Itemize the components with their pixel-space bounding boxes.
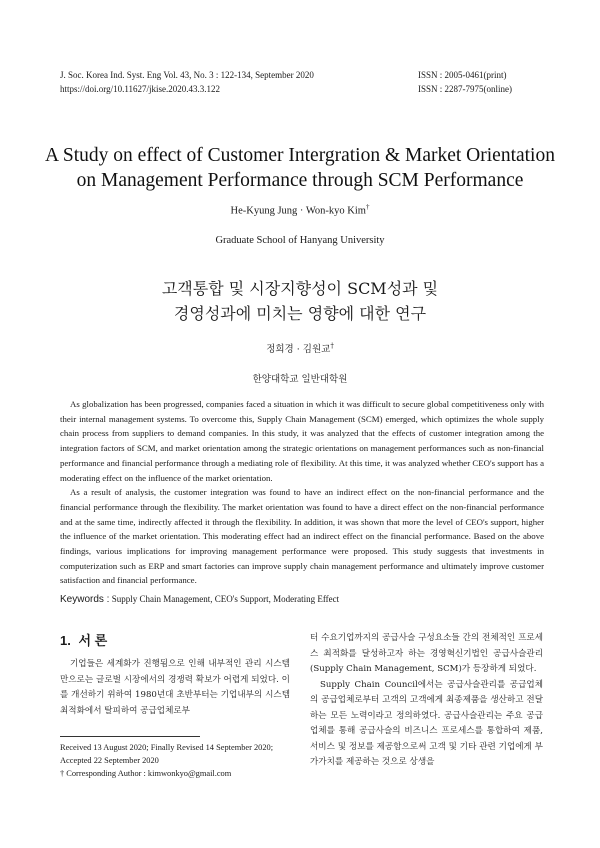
footnotes bbox=[60, 741, 300, 780]
korean-title bbox=[40, 276, 560, 326]
journal-citation: J. Soc. Korea Ind. Syst. Eng Vol. 43, No. 3 : 122-134, September 2020 bbox=[60, 70, 314, 80]
abstract bbox=[60, 397, 544, 588]
keywords bbox=[60, 594, 550, 605]
korean-title-line-1: 고객통합 및 시장지향성이 SCM성과 및 bbox=[161, 279, 439, 298]
body-paragraph: 기업들은 세계화가 진행됨으로 인해 내부적인 관리 시스템만으로는 글로벌 시장에서의 경쟁력 확보가 어렵게 되었다. 이를 개선하기 위하여 1980년대 초반부터는 기업내부의 시스템 최적화에서 탈피하여 공급업체로부 bbox=[60, 659, 290, 716]
english-title-line-1: A Study on effect of Customer Intergration & Market Orientation bbox=[45, 145, 555, 166]
korean-title-line-2: 경영성과에 미치는 영향에 대한 연구 bbox=[173, 304, 427, 323]
corresponding-author bbox=[60, 767, 300, 780]
english-author-names: He-Kyung Jung · Won-kyo Kim bbox=[230, 205, 366, 217]
abstract-paragraph-1: As globalization has been progressed, companies faced a situation in which it was difficult to secure global competitiveness only with their internal management systems. To overcome this, Supply Chain Management (SCM) emerged, which optimizes the whole supply chain process from suppliers to demand companies. In this study, it was analyzed that the effects of customer integration among the integration factors of SCM, and market orientation among the strategic orientations on management performances such as non-financial performance and financial performance through a mediating role of flexibility. At this time, it was analyzed whether CEO's support has a moderating effect on the influence of the market orientation. bbox=[60, 399, 544, 483]
accepted-date: Accepted 22 September 2020 bbox=[60, 756, 159, 765]
korean-authors bbox=[0, 341, 600, 355]
section-title: 서 론 bbox=[78, 633, 108, 648]
footnote-divider bbox=[60, 736, 200, 737]
korean-author-names: 정희경 · 김원교 bbox=[266, 344, 331, 355]
corresponding-author-text: Corresponding Author : kimwonkyo@gmail.com bbox=[66, 769, 232, 778]
section-heading bbox=[60, 630, 107, 649]
dagger-mark: † bbox=[60, 769, 65, 778]
keywords-text: Supply Chain Management, CEO's Support, Moderating Effect bbox=[111, 594, 340, 604]
english-title bbox=[40, 143, 560, 193]
abstract-paragraph-2: As a result of analysis, the customer integration was found to have an indirect effect on the non-financial performance and the financial performance through the flexibility. The market orientation was found to have a direct effect on the non-financial performance and at the same time, indirectly affected it through the flexibility. In addition, it was shown that more the level of CEO's support, higher the influence of the market orientation. This moderating effect had an indirect effect on the financial performance. Based on the above findings, various implications for improving management performance were proposed. This study suggests that investments in computerization such as ERP and smart factories can improve supply chain management performance and ultimately improve customer satisfaction and financial performance. bbox=[60, 487, 544, 586]
english-authors bbox=[0, 203, 600, 217]
body-paragraph: Supply Chain Council에서는 공급사슬관리를 공급업체의 공급업체로부터 고객의 고객에게 최종제품을 생산하고 전달하는 모든 노력이라고 정의하였다. 공급사슬관리는 주요 공급업체를 통해 공급사슬의 비즈니스 프로세스를 통합하여 제품, 서비스 및 정보를 제공함으로써 고객 및 기타 관련 기업에게 부가가치를 제공하는 것으로 상생을 bbox=[310, 679, 543, 767]
received-date: Received 13 August 2020; Finally Revised 14 September 2020; bbox=[60, 743, 274, 752]
issn-online: ISSN : 2287-7975(online) bbox=[418, 84, 512, 94]
issn-print: ISSN : 2005-0461(print) bbox=[418, 70, 507, 80]
body-left-column bbox=[60, 657, 290, 719]
body-right-column bbox=[310, 631, 543, 771]
body-paragraph: 터 수요기업까지의 공급사슬 구성요소들 간의 전체적인 프로세스 최적화를 달성하고자 하는 경영혁신기법인 공급사슬관리(Supply Chain Management, SCM)가 등장하게 되었다. bbox=[310, 633, 543, 674]
keywords-label: Keywords : bbox=[60, 594, 110, 605]
corresponding-mark: † bbox=[365, 203, 370, 211]
section-number: 1. bbox=[60, 633, 71, 648]
doi-link[interactable]: https://doi.org/10.11627/jkise.2020.43.3.122 bbox=[60, 84, 221, 94]
english-affiliation: Graduate School of Hanyang University bbox=[215, 235, 385, 246]
english-title-line-2: on Management Performance through SCM Performance bbox=[76, 170, 524, 191]
korean-affiliation: 한양대학교 일반대학원 bbox=[252, 374, 348, 385]
corresponding-mark-ko: † bbox=[330, 341, 334, 350]
